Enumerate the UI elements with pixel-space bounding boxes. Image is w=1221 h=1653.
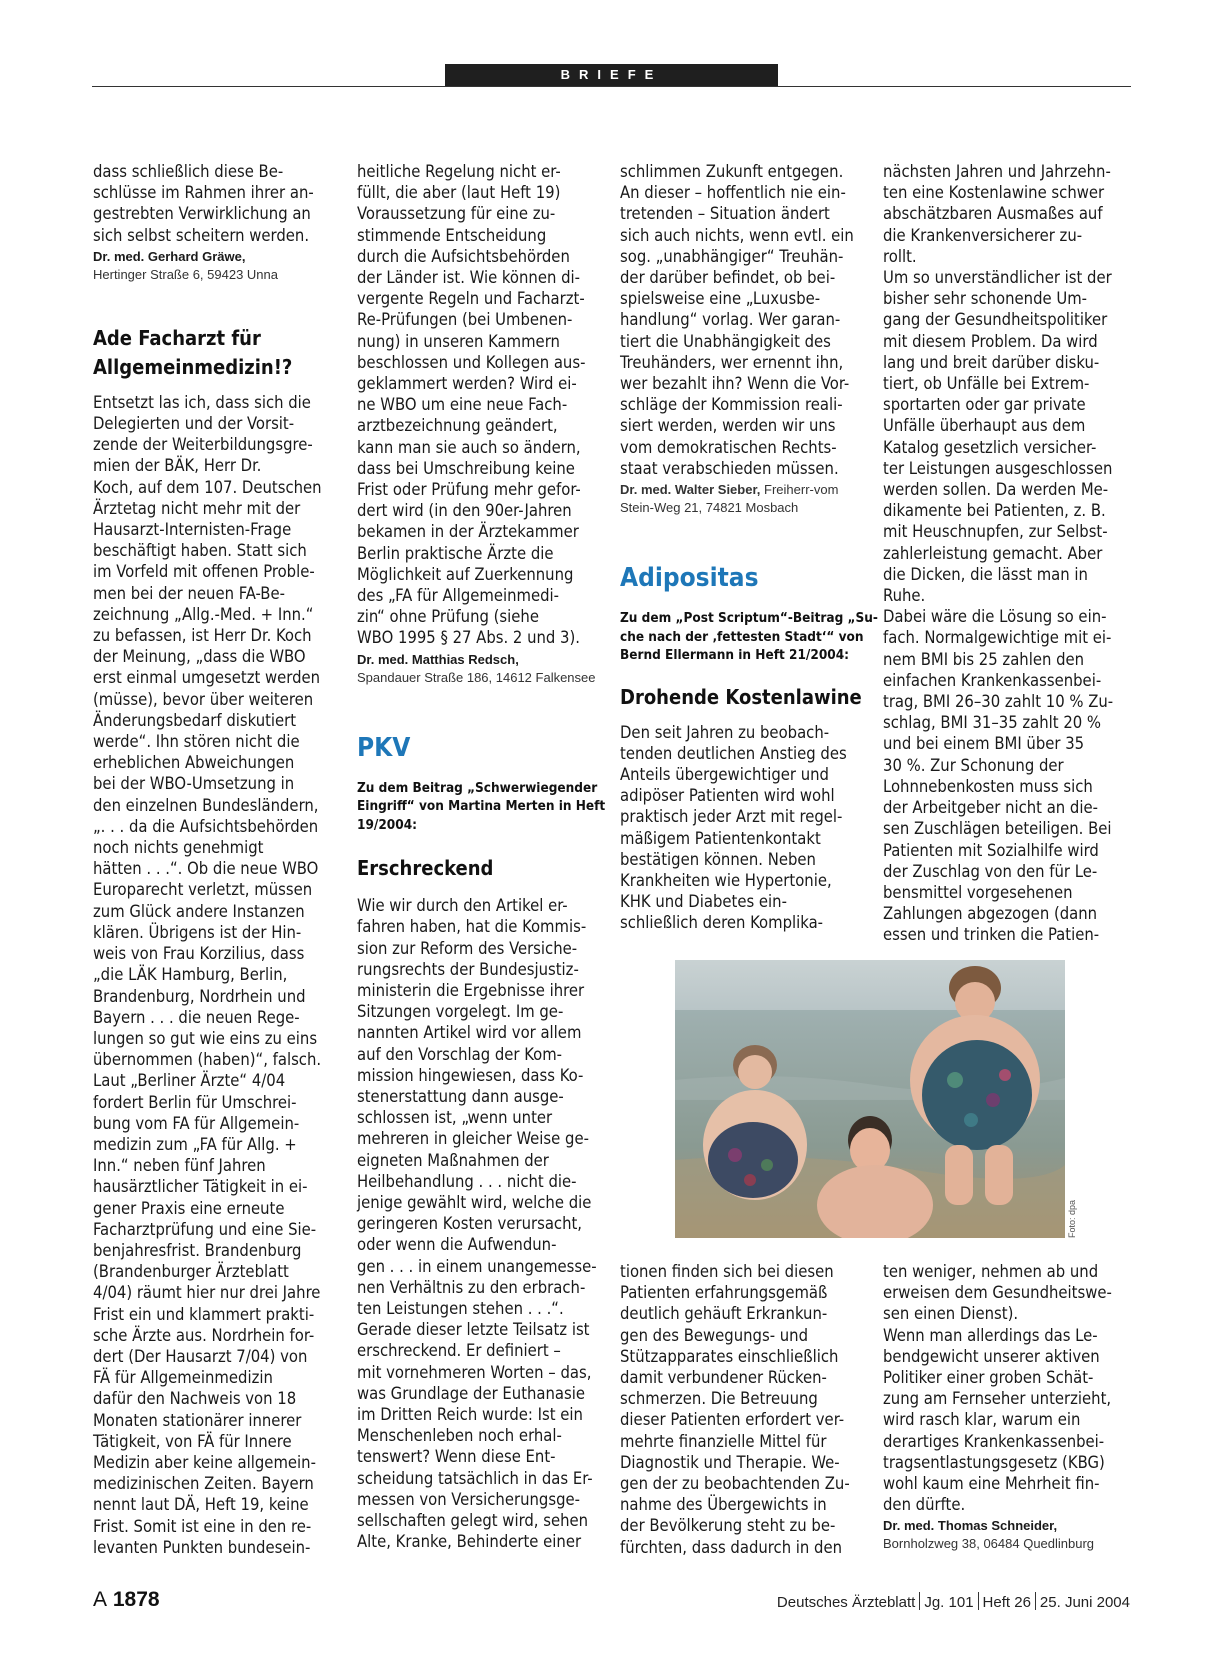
column-1 xyxy=(93,161,343,1558)
text-line: Um so unverständlicher ist der xyxy=(883,268,1112,288)
text-line: staat verabschieden müssen. xyxy=(620,458,839,478)
text-line: derartiges Krankenkassenbei- xyxy=(883,1431,1105,1451)
text-line: Frist ein und klammert prakti- xyxy=(93,1304,315,1324)
text-line: Zu dem Beitrag „Schwerwiegender xyxy=(357,779,598,796)
text-line: siert werden, werden wir uns xyxy=(620,416,836,436)
text-line: gang der Gesundheitspolitiker xyxy=(883,310,1108,330)
text-line: weis von Frau Korzilius, dass xyxy=(93,944,305,964)
text-line: (müsse), bevor über weiteren xyxy=(93,689,314,709)
text-line: (Brandenburger Ärzteblatt xyxy=(93,1262,289,1282)
text-line: ten Leistungen stehen . . .“. xyxy=(357,1299,564,1319)
text-line: adipöser Patienten wird wohl xyxy=(620,786,835,806)
text-line: erst einmal umgesetzt werden xyxy=(93,668,321,688)
text-line: benjahresfrist. Brandenburg xyxy=(93,1240,302,1260)
text-line: WBO 1995 § 27 Abs. 2 und 3). xyxy=(357,628,580,648)
text-line: zung am Fernseher unterzieht, xyxy=(883,1389,1112,1409)
text-line: messen von Versicherungsge- xyxy=(357,1489,580,1509)
text-line: der Länder ist. Wie können di- xyxy=(357,268,580,288)
text-line: Wenn man allerdings das Le- xyxy=(883,1325,1098,1345)
col1-body-text xyxy=(93,392,343,1558)
text-line: Den seit Jahren zu beobach- xyxy=(620,722,830,742)
text-line: Bayern . . . die neuen Rege- xyxy=(93,1007,300,1027)
text-line: geklammert werden? Wird ei- xyxy=(357,374,577,394)
journal-name: Deutsches Ärzteblatt xyxy=(776,1594,916,1611)
journal-issue: Heft 26 xyxy=(982,1594,1031,1611)
text-line: spielsweise eine „Luxusbe- xyxy=(620,289,821,309)
text-line: gestrebten Verwirklichung an xyxy=(93,204,311,224)
rubric-pkv: PKV xyxy=(357,732,411,763)
text-line: Ade Facharzt für xyxy=(93,325,261,350)
text-line: Patienten mit Sozialhilfe wird xyxy=(883,840,1099,860)
text-line: fahren haben, hat die Kommis- xyxy=(357,917,587,937)
signature-name: Dr. med. Gerhard Gräwe, xyxy=(93,248,246,264)
text-line: abschätzbaren Ausmaßes auf xyxy=(883,204,1103,224)
text-line: stenerstattung dann ausge- xyxy=(357,1087,564,1106)
text-line: wer bezahlt ihn? Wenn die Vor- xyxy=(620,374,850,394)
journal-footer xyxy=(777,1592,1130,1611)
text-line: der Bevölkerung steht zu be- xyxy=(620,1516,836,1536)
text-line: beschlossen und Kollegen aus- xyxy=(357,352,586,372)
text-line: stimmende Entscheidung xyxy=(357,225,547,245)
text-line: jenige gewählt wird, welche die xyxy=(357,1193,592,1213)
text-line: mit diesem Problem. Da wird xyxy=(883,331,1098,351)
text-line: ten eine Kostenlawine schwer xyxy=(883,183,1105,203)
text-line: dieser Patienten erfordert ver- xyxy=(620,1410,845,1430)
text-line: lang und breit darüber disku- xyxy=(883,352,1100,372)
text-line: deutlich gehäuft Erkrankun- xyxy=(620,1304,828,1324)
text-line: fach. Normalgewichtige mit ei- xyxy=(883,628,1112,648)
photo-illustration xyxy=(675,960,1065,1238)
text-line: rungsrechts der Bundesjustiz- xyxy=(357,959,579,979)
text-line: Heilbehandlung . . . nicht die- xyxy=(357,1171,577,1191)
text-line: mehrte finanzielle Mittel für xyxy=(620,1431,827,1451)
section-label: BRIEFE xyxy=(445,64,778,86)
text-line: Brandenburg, Nordrhein und xyxy=(93,986,306,1006)
article-intro xyxy=(620,609,878,665)
text-line: durch die Aufsichtsbehörden xyxy=(357,246,570,266)
text-line: zende der Weiterbildungsgre- xyxy=(93,435,313,455)
text-line: nannten Artikel wird vor allem xyxy=(357,1023,582,1043)
text-line: Änderungsbedarf diskutiert xyxy=(93,710,297,730)
text-line: ter Leistungen ausgeschlossen xyxy=(883,458,1113,478)
text-line: erschreckend. Er definiert – xyxy=(357,1341,561,1361)
text-line: FÄ für Allgemeinmedizin xyxy=(93,1368,273,1388)
text-line: den dürfte. xyxy=(883,1495,966,1515)
text-line: beschäftigt haben. Statt sich xyxy=(93,541,307,561)
beach-photo xyxy=(675,960,1065,1238)
text-line: und bei einem BMI über 35 xyxy=(883,734,1085,754)
text-line: tenden deutlichen Anstieg des xyxy=(620,743,847,763)
text-line: Voraussetzung für eine zu- xyxy=(357,204,556,224)
text-line: schläge der Kommission reali- xyxy=(620,395,843,415)
column-3 xyxy=(620,161,878,934)
text-line: nung) in unseren Kammern xyxy=(357,331,560,351)
text-line: Krankheiten wie Hypertonie, xyxy=(620,870,832,890)
text-line: sion zur Reform des Versiche- xyxy=(357,938,578,958)
text-line: mit vornehmeren Worten – das, xyxy=(357,1362,592,1382)
text-line: Eingriff“ von Martina Merten in Heft xyxy=(357,798,606,815)
text-line: Zu dem „Post Scriptum“-Beitrag „Su- xyxy=(620,610,878,627)
signature xyxy=(620,481,868,499)
text-line: bisher sehr schonende Um- xyxy=(883,289,1088,309)
page-number xyxy=(93,1588,160,1612)
signature-address: Hertinger Straße 6, 59423 Unna xyxy=(93,266,278,282)
text-line: nennt laut DÄ, Heft 19, keine xyxy=(93,1495,309,1515)
text-line: schmerzen. Die Betreuung xyxy=(620,1389,818,1409)
text-line: Europarecht verletzt, müssen xyxy=(93,880,313,900)
text-line: levanten Punkten bundesein- xyxy=(93,1537,311,1557)
text-line: fürchten, dass dadurch in den xyxy=(620,1537,843,1557)
text-line: übernommen (haben)“, falsch. xyxy=(93,1050,322,1070)
text-line: bekamen in der Ärztekammer xyxy=(357,522,579,542)
text-line: men bei der neuen FA-Be- xyxy=(93,583,285,603)
text-line: Alte, Kranke, Behinderte einer xyxy=(357,1532,582,1552)
text-line: kann man sie auch so ändern, xyxy=(357,437,581,457)
signature-address: Spandauer Straße 186, 14612 Falkensee xyxy=(357,669,596,685)
text-line: Unfälle überhaupt aus dem xyxy=(883,416,1086,436)
text-line: rollt. xyxy=(883,246,917,266)
col2-body-text xyxy=(357,161,607,649)
text-line: mission hingewiesen, dass Ko- xyxy=(357,1065,584,1085)
text-line: zin“ ohne Prüfung (siehe xyxy=(357,607,539,627)
column-4 xyxy=(883,161,1131,946)
text-line: Treuhänders, wer ernennt ihn, xyxy=(620,352,844,372)
text-line: gen des Bewegungs- und xyxy=(620,1325,809,1345)
text-line: bestätigen können. Neben xyxy=(620,849,816,869)
text-line: Patienten erfahrungsgemäß xyxy=(620,1283,828,1303)
col3-body-text xyxy=(620,161,868,479)
text-line: eigneten Maßnahmen der xyxy=(357,1150,549,1170)
text-line: hausärztlicher Tätigkeit in ei- xyxy=(93,1177,308,1197)
text-line: tenswert? Wenn diese Ent- xyxy=(357,1447,556,1467)
text-line: sellschaften gelegt wird, sehen xyxy=(357,1511,589,1531)
text-line: sen Zuschlägen beteiligen. Bei xyxy=(883,819,1112,839)
col3-body-text-2 xyxy=(620,722,868,934)
text-line: An dieser – hoffentlich nie ein- xyxy=(620,183,846,203)
text-line: „. . . da die Aufsichtsbehörden xyxy=(93,816,319,836)
text-line: scheidung tatsächlich in das Er- xyxy=(357,1468,593,1488)
page-number-value: 1878 xyxy=(112,1588,160,1611)
text-line: wohl kaum eine Mehrheit fin- xyxy=(883,1474,1100,1494)
text-line: Stützapparates einschließlich xyxy=(620,1346,839,1366)
text-line: KHK und Diabetes ein- xyxy=(620,892,787,912)
text-line: gen der zu beobachtenden Zu- xyxy=(620,1474,850,1494)
text-line: Entsetzt las ich, dass sich die xyxy=(93,392,311,412)
text-line: schlag, BMI 31–35 zahlt 20 % xyxy=(883,713,1102,733)
text-line: tiert die Unabhängigkeit des xyxy=(620,331,831,351)
text-line: 19/2004: xyxy=(357,816,417,833)
text-line: Möglichkeit auf Zuerkennung xyxy=(357,564,574,584)
text-line: Anteils übergewichtiger und xyxy=(620,764,829,784)
text-line: medizin zum „FA für Allg. + xyxy=(93,1134,297,1154)
article-heading: Drohende Kostenlawine xyxy=(620,684,862,709)
text-line: sportarten oder gar private xyxy=(883,395,1086,415)
text-line: nahme des Übergewichts in xyxy=(620,1495,827,1515)
text-line: noch nichts genehmigt xyxy=(93,838,264,858)
text-line: tretenden – Situation ändert xyxy=(620,204,830,224)
text-line: sen einen Dienst). xyxy=(883,1304,1019,1324)
text-line: Ärztetag nicht mehr mit der xyxy=(93,498,301,518)
column-3-continued xyxy=(620,1261,868,1558)
text-line: heitliche Regelung nicht er- xyxy=(357,162,561,181)
signature-address: Bornholzweg 38, 06484 Quedlinburg xyxy=(883,1536,1095,1552)
page-prefix: A xyxy=(93,1588,108,1611)
text-line: auf den Vorschlag der Kom- xyxy=(357,1044,563,1064)
col2-body-text-2 xyxy=(357,895,607,1552)
text-line: handlung“ vorlag. Wer garan- xyxy=(620,310,841,330)
signature-name: Dr. med. Thomas Schneider, xyxy=(883,1518,1058,1534)
text-line: medizinischen Zeiten. Bayern xyxy=(93,1474,314,1494)
text-line: dert (Der Hausarzt 7/04) von xyxy=(93,1346,308,1366)
signature-address: Stein-Weg 21, 74821 Mosbach xyxy=(620,500,799,516)
col3-body-text-3 xyxy=(620,1261,868,1558)
text-line: wird rasch klar, warum ein xyxy=(883,1410,1081,1430)
article-intro xyxy=(357,779,607,835)
text-line: Katalog gesetzlich versicher- xyxy=(883,437,1097,457)
text-line: erweisen dem Gesundheitswe- xyxy=(883,1283,1112,1303)
text-line: Laut „Berliner Ärzte“ 4/04 xyxy=(93,1071,286,1091)
text-line: schlossen ist, „wenn unter xyxy=(357,1108,553,1128)
text-line: hätten . . .“. Ob die neue WBO xyxy=(93,859,319,879)
text-line: der Arbeitgeber nicht an die- xyxy=(883,798,1098,818)
text-line: ten weniger, nehmen ab und xyxy=(883,1262,1099,1281)
text-line: bendgewicht unserer aktiven xyxy=(883,1346,1100,1366)
text-line: bei der WBO-Umsetzung in xyxy=(93,774,295,794)
text-line: werden sollen. Da werden Me- xyxy=(883,480,1109,500)
text-line: im Dritten Reich wurde: Ist ein xyxy=(357,1405,583,1425)
text-line: Lohnnebenkosten muss sich xyxy=(883,776,1093,796)
text-line: erheblichen Abweichungen xyxy=(93,753,295,773)
signature-name: Dr. med. Walter Sieber, xyxy=(620,482,761,498)
text-line: geringeren Kosten verursacht, xyxy=(357,1214,583,1234)
text-line: sich selbst scheitern werden. xyxy=(93,225,310,245)
text-line: sog. „unabhängiger“ Treuhän- xyxy=(620,246,844,266)
rubric-adipositas: Adipositas xyxy=(620,563,759,594)
text-line: damit verbundener Rücken- xyxy=(620,1368,827,1388)
text-line: mit Heuschnupfen, zur Selbst- xyxy=(883,522,1108,542)
text-line: gener Praxis eine erneute xyxy=(93,1198,285,1218)
text-line: arztbezeichnung geändert, xyxy=(357,416,558,436)
text-line: lungen so gut wie eins zu eins xyxy=(93,1028,318,1048)
text-line: Medizin aber keine allgemein- xyxy=(93,1452,316,1472)
text-line: fordert Berlin für Umschrei- xyxy=(93,1092,297,1112)
journal-volume: Jg. 101 xyxy=(924,1594,974,1611)
text-line: Zahlungen abgezogen (dann xyxy=(883,904,1098,924)
col4-body-text xyxy=(883,161,1131,946)
text-line: dert wird (in den 90er-Jahren xyxy=(357,501,572,521)
text-line: die Dicken, die lässt man in xyxy=(883,564,1088,584)
text-line: füllt, die aber (laut Heft 19) xyxy=(357,183,561,203)
text-line: schlüsse im Rahmen ihrer an- xyxy=(93,183,314,203)
footer-separator xyxy=(978,1592,979,1610)
text-line: Frist. Somit ist eine in den re- xyxy=(93,1516,312,1536)
photo-credit: Foto: dpa xyxy=(1067,1199,1077,1238)
footer-separator xyxy=(919,1592,920,1610)
text-line: dass bei Umschreibung keine xyxy=(357,458,575,478)
text-line: gen . . . in einem unangemesse- xyxy=(357,1256,597,1276)
article-heading: Erschreckend xyxy=(357,856,494,881)
text-line: 4/04) räumt hier nur drei Jahre xyxy=(93,1283,321,1303)
column-4-continued xyxy=(883,1261,1131,1553)
text-line: tragsentlastungsgesetz (KBG) xyxy=(883,1452,1105,1472)
text-line: Sitzungen vorgelegt. Im ge- xyxy=(357,1002,564,1022)
text-line: Tätigkeit, von FÄ für Innere xyxy=(93,1431,292,1451)
text-line: klären. Übrigens ist der Hin- xyxy=(93,922,302,942)
text-line: den einzelnen Bundesländern, xyxy=(93,795,319,815)
text-line: Berlin praktische Ärzte die xyxy=(357,543,554,563)
text-line: praktisch jeder Arzt mit regel- xyxy=(620,807,843,827)
footer-separator xyxy=(1035,1592,1036,1610)
text-line: dafür den Nachweis von 18 xyxy=(93,1389,297,1409)
text-line: dass schließlich diese Be- xyxy=(93,162,284,181)
text-line: tionen finden sich bei diesen xyxy=(620,1262,834,1281)
text-line: bensmittel vorgesehenen xyxy=(883,882,1073,902)
text-line: mäßigem Patientenkontakt xyxy=(620,828,821,848)
text-line: Wie wir durch den Artikel er- xyxy=(357,896,568,916)
text-line: Re-Prüfungen (bei Umbenen- xyxy=(357,310,573,330)
text-line: im Vorfeld mit offenen Proble- xyxy=(93,562,315,582)
text-line: essen und trinken die Patien- xyxy=(883,925,1100,945)
text-line: Monaten stationärer innerer xyxy=(93,1410,302,1430)
text-line: zu befassen, ist Herr Dr. Koch xyxy=(93,626,312,646)
text-line: tiert, ob Unfälle bei Extrem- xyxy=(883,374,1090,394)
text-line: Inn.“ neben fünf Jahren xyxy=(93,1156,266,1176)
text-line: sich auch nichts, wenn evtl. ein xyxy=(620,225,854,245)
text-line: des „FA für Allgemeinmedi- xyxy=(357,586,560,606)
text-line: Hausarzt-Internisten-Frage xyxy=(93,520,292,540)
text-line: Delegierten und der Vorsit- xyxy=(93,414,295,434)
signature-name: Dr. med. Matthias Redsch, xyxy=(357,651,519,667)
text-line: Diagnostik und Therapie. We- xyxy=(620,1452,840,1472)
column-2 xyxy=(357,161,607,1552)
text-line: zeichnung „Allg.-Med. + Inn.“ xyxy=(93,604,314,624)
text-line: nen Verhältnis zu den erbrach- xyxy=(357,1277,586,1297)
text-line: 30 %. Zur Schonung der xyxy=(883,755,1064,775)
text-line: Politiker einer groben Schät- xyxy=(883,1368,1094,1388)
text-line: trag, BMI 26–30 zahlt 10 % Zu- xyxy=(883,692,1114,712)
text-line: Koch, auf dem 107. Deutschen xyxy=(93,477,322,497)
text-line: Gerade dieser letzte Teilsatz ist xyxy=(357,1320,590,1340)
text-line: bung vom FA für Allgemein- xyxy=(93,1113,300,1133)
text-line: Allgemeinmedizin!? xyxy=(93,354,293,379)
text-line: nächsten Jahren und Jahrzehn- xyxy=(883,162,1111,181)
text-line: schlimmen Zukunft entgegen. xyxy=(620,162,844,181)
text-line: Bernd Ellermann in Heft 21/2004: xyxy=(620,647,850,664)
text-line: Menschenleben noch erhal- xyxy=(357,1426,562,1446)
col1-lead-text xyxy=(93,161,343,246)
text-line: Dabei wäre die Lösung so ein- xyxy=(883,607,1107,627)
text-line: Frist oder Prüfung mehr gefor- xyxy=(357,480,581,500)
text-line: der darüber befindet, ob bei- xyxy=(620,268,836,288)
text-line: schließlich deren Komplika- xyxy=(620,913,824,933)
col4-body-text-2 xyxy=(883,1261,1131,1515)
article-heading xyxy=(93,324,343,382)
text-line: ne WBO um eine neue Fach- xyxy=(357,395,568,415)
text-line: Ruhe. xyxy=(883,586,926,606)
journal-date: 25. Juni 2004 xyxy=(1039,1594,1130,1611)
text-line: mehreren in gleicher Weise ge- xyxy=(357,1129,589,1149)
text-line: mien der BÄK, Herr Dr. xyxy=(93,456,262,476)
text-line: zahlerleistung gemacht. Aber xyxy=(883,543,1103,563)
text-line: nem BMI bis 25 zahlen den xyxy=(883,649,1085,669)
text-line: zum Glück andere Instanzen xyxy=(93,901,305,921)
header-rule xyxy=(92,86,1131,87)
text-line: der Meinung, „dass die WBO xyxy=(93,647,306,667)
text-line: was Grundlage der Euthanasie xyxy=(357,1383,586,1403)
text-line: sche Ärzte aus. Nordrhein for- xyxy=(93,1325,315,1345)
text-line: che nach der ‚fettesten Stadt‘“ von xyxy=(620,628,864,645)
text-line: vergente Regeln und Facharzt- xyxy=(357,289,585,309)
text-line: dikamente bei Patienten, z. B. xyxy=(883,501,1106,521)
text-line: Facharztprüfung und eine Sie- xyxy=(93,1219,317,1239)
text-line: werde“. Ihn stören nicht die xyxy=(93,732,300,752)
signature-address-start: Freiherr-vom xyxy=(760,482,839,498)
text-line: vom demokratischen Rechts- xyxy=(620,437,837,457)
text-line: der Zuschlag von den für Le- xyxy=(883,861,1098,881)
text-line: „die LÄK Hamburg, Berlin, xyxy=(93,965,288,985)
text-line: oder wenn die Aufwendun- xyxy=(357,1235,557,1255)
text-line: ministerin die Ergebnisse ihrer xyxy=(357,980,585,1000)
text-line: einfachen Krankenkassenbei- xyxy=(883,670,1102,690)
text-line: die Krankenversicherer zu- xyxy=(883,225,1083,245)
